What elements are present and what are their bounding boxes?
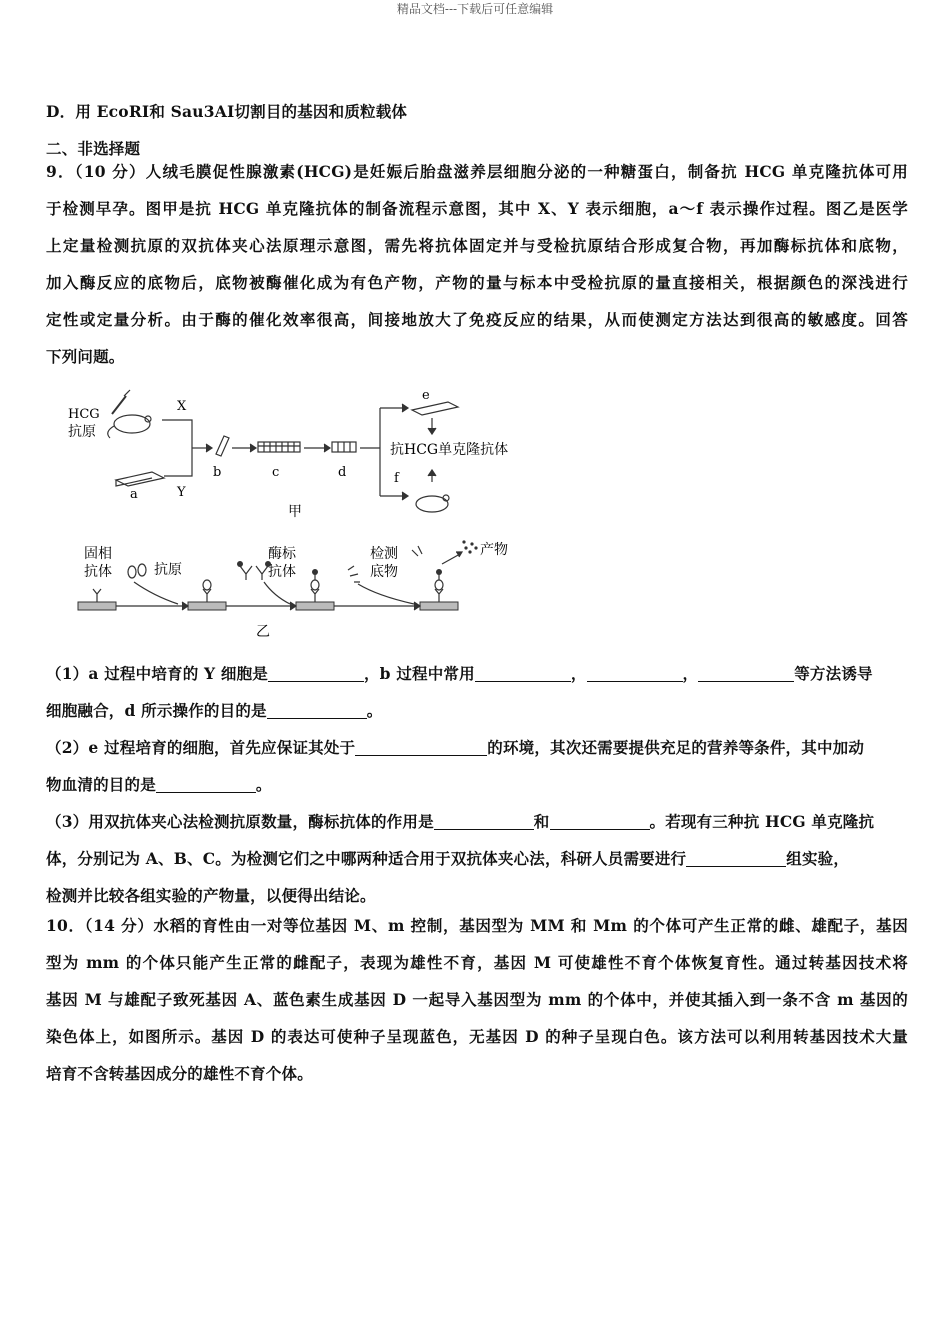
- text: 组实验，: [786, 849, 850, 868]
- figure-jia: [60, 384, 540, 524]
- q9-line: 下列问题。: [46, 347, 125, 366]
- antigen-label: 抗原: [68, 424, 96, 440]
- substrate-icon: [348, 566, 360, 582]
- label-f: f: [394, 471, 399, 486]
- label-b: b: [213, 465, 222, 480]
- sub2-line-2: [46, 766, 908, 803]
- text: 体，分别记为 A、B、C。为检测它们之中哪两种适合用于双抗体夹心法，科研人员需要进行: [46, 849, 687, 868]
- label-d: d: [338, 465, 347, 480]
- text: 和: [533, 812, 550, 831]
- figure-yi: [70, 538, 540, 648]
- text: （1）a 过程中培育的 Y 细胞是: [46, 664, 268, 683]
- antibody-icon: [93, 589, 101, 602]
- q10-line: 染色体上，如图所示。基因 D 的表达可使种子呈现蓝色，无基因 D 的种子呈现白色。该方法可以利用转基因技术大量: [46, 1027, 908, 1046]
- sub3-line-2: [46, 840, 908, 877]
- q9-line: 定性或定量分析。由于酶的催化效率很高，间接地放大了免疫反应的结果，从而使测定方法达到很高的敏感度。回答: [46, 310, 908, 329]
- q10-line: 基因 M 与雄配子致死基因 A、蓝色素生成基因 D 一起导入基因型为 mm 的个体中，并使其插入到一条不含 m 基因的: [46, 990, 908, 1009]
- test-tube-icon: [216, 436, 229, 456]
- solid-phase-1: [78, 602, 116, 610]
- antibody-label: 抗HCG单克隆抗体: [390, 442, 509, 458]
- answer-blank[interactable]: [686, 848, 786, 867]
- substrate-label-1: 检测: [370, 546, 398, 562]
- text: 。若现有三种抗 HCG 单克隆抗: [649, 812, 875, 831]
- substrate-label-2: 底物: [370, 564, 398, 580]
- answer-blank[interactable]: [156, 774, 256, 793]
- solid-phase-3: [296, 602, 334, 610]
- label-a: a: [130, 487, 138, 502]
- answer-blank[interactable]: [267, 700, 367, 719]
- figure-yi-caption: 乙: [256, 624, 270, 640]
- page-header: 精品文档---下载后可任意编辑: [396, 2, 554, 16]
- q10-line: 型为 mm 的个体只能产生正常的雌配子，表现为雄性不育，基因 M 可使雄性不育个体恢复育性。通过转基因技术将: [46, 953, 908, 972]
- product-label: 产物: [480, 542, 508, 558]
- antigen-label-yi: 抗原: [154, 562, 182, 578]
- answer-blank[interactable]: [434, 811, 534, 830]
- q9-line: 9．（10 分）人绒毛膜促性腺激素(HCG)是妊娠后胎盘滋养层细胞分泌的一种糖蛋白，制备抗 HCG 单克隆抗体可用: [46, 162, 908, 181]
- text: ，: [570, 664, 587, 683]
- figure-jia-caption: 甲: [288, 504, 302, 520]
- q10-line: 10．（14 分）水稻的育性由一对等位基因 M、m 控制，基因型为 MM 和 Mm 的个体可产生正常的雌、雄配子，基因: [46, 916, 908, 935]
- q10-line: 培育不含转基因成分的雄性不育个体。: [46, 1064, 313, 1083]
- hcg-label: HCG: [68, 407, 100, 422]
- sub1-line-2: [46, 692, 908, 729]
- sub1-line-1: [46, 655, 908, 692]
- q9-line: 加入酶反应的底物后，底物被酶催化成为有色产物，产物的量与标本中受检抗原的量直接相关，根据颜色的深浅进行: [46, 273, 908, 292]
- option-d-text: D．用 EcoRⅠ和 Sau3AⅠ切割目的基因和质粒载体: [46, 102, 408, 121]
- solid-phase-2: [188, 602, 226, 610]
- mouse-icon: [114, 415, 150, 433]
- label-x: X: [177, 399, 187, 414]
- q9-line: 上定量检测抗原的双抗体夹心法原理示意图，需先将抗体固定并与受检抗原结合形成复合物，再加酶标抗体和底物，: [46, 236, 908, 255]
- text: 。: [366, 701, 383, 720]
- question-9-subquestions: [46, 655, 908, 914]
- enzyme-antibody-icon: [240, 566, 252, 580]
- label-c: c: [272, 465, 280, 480]
- antigen-icon: [128, 566, 136, 578]
- question-9-stem: [46, 153, 908, 375]
- text: 细胞融合，d 所示操作的目的是: [46, 701, 267, 720]
- answer-blank[interactable]: [550, 811, 650, 830]
- answer-blank[interactable]: [698, 663, 794, 682]
- sub3-line-3: 检测并比较各组实验的产物量，以便得出结论。: [46, 886, 376, 905]
- enzyme-antibody-label-1: 酶标: [268, 546, 296, 562]
- sub2-line-1: [46, 729, 908, 766]
- answer-blank[interactable]: [587, 663, 683, 682]
- question-10-stem: [46, 907, 908, 1092]
- answer-blank[interactable]: [475, 663, 571, 682]
- text: ，: [682, 664, 699, 683]
- text: 等方法诱导: [794, 664, 873, 683]
- label-y: Y: [177, 485, 186, 500]
- solid-phase-4: [420, 602, 458, 610]
- culture-dish-e-icon: [412, 402, 458, 415]
- fixed-antibody-label-1: 固相: [84, 546, 112, 562]
- q9-line: 于检测早孕。图甲是抗 HCG 单克隆抗体的制备流程示意图，其中 X、Y 表示细胞，a～f 表示操作过程。图乙是医学: [46, 199, 908, 218]
- text: ，b 过程中常用: [363, 664, 475, 683]
- text: （2）e 过程培育的细胞，首先应保证其处于: [46, 738, 356, 757]
- text: 物血清的目的是: [46, 775, 156, 794]
- answer-blank[interactable]: [355, 737, 487, 756]
- enzyme-antibody-label-2: 抗体: [268, 564, 296, 580]
- sub3-line-1: [46, 803, 908, 840]
- fixed-antibody-label-2: 抗体: [84, 564, 112, 580]
- text: 。: [255, 775, 272, 794]
- label-e: e: [422, 388, 430, 403]
- text: 的环境，其次还需要提供充足的营养等条件，其中加动: [487, 738, 865, 757]
- answer-blank[interactable]: [268, 663, 364, 682]
- section-title: 二、非选择题: [46, 139, 141, 158]
- text: （3）用双抗体夹心法检测抗原数量，酶标抗体的作用是: [46, 812, 434, 831]
